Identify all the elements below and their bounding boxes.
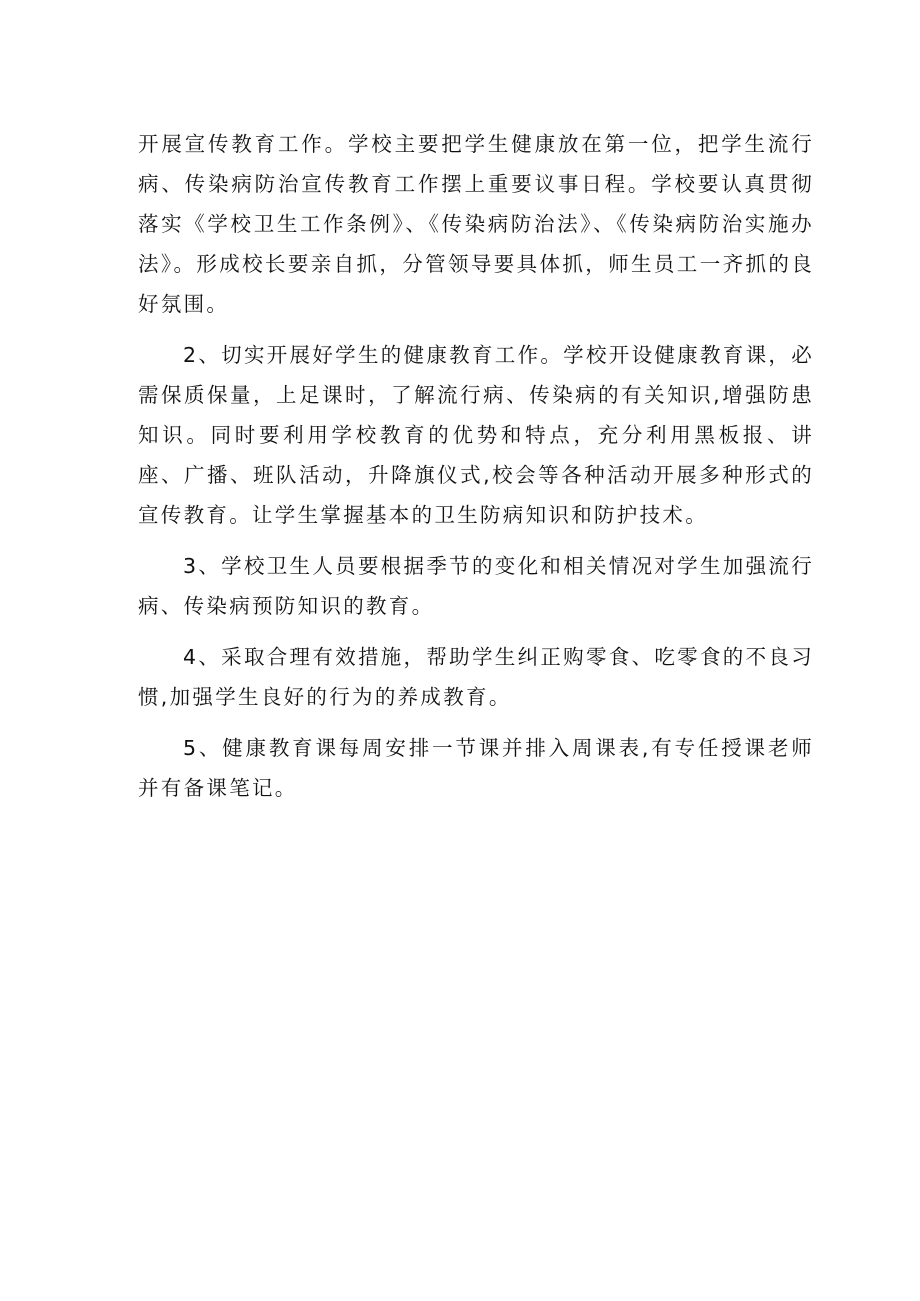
paragraph-continuation: 开展宣传教育工作。学校主要把学生健康放在第一位，把学生流行病、传染病防治宣传教育工作摆上重要议事日程。学校要认真贯彻落实《学校卫生工作条例》、《传染病防治法》、《传染病防治实施办法》。形成校长要亲自抓，分管领导要具体抓，师生员工一齐抓的良好氛围。 (138, 132, 814, 316)
paragraph-item-5: 5、健康教育课每周安排一节课并排入周课表,有专任授课老师并有备课笔记。 (138, 736, 814, 800)
paragraph-item-4: 4、采取合理有效措施，帮助学生纠正购零食、吃零食的不良习惯,加强学生良好的行为的养成教育。 (138, 645, 814, 709)
paragraph-item-2: 2、切实开展好学生的健康教育工作。学校开设健康教育课，必需保质保量，上足课时，了解流行病、传染病的有关知识,增强防患知识。同时要利用学校教育的优势和特点，充分利用黑板报、讲座、广播、班队活动，升降旗仪式,校会等各种活动开展多种形式的宣传教育。让学生掌握基本的卫生防病知识和防护技术。 (138, 343, 814, 527)
paragraph-item-3: 3、学校卫生人员要根据季节的变化和相关情况对学生加强流行病、传染病预防知识的教育。 (138, 554, 814, 618)
document-body (138, 124, 814, 819)
